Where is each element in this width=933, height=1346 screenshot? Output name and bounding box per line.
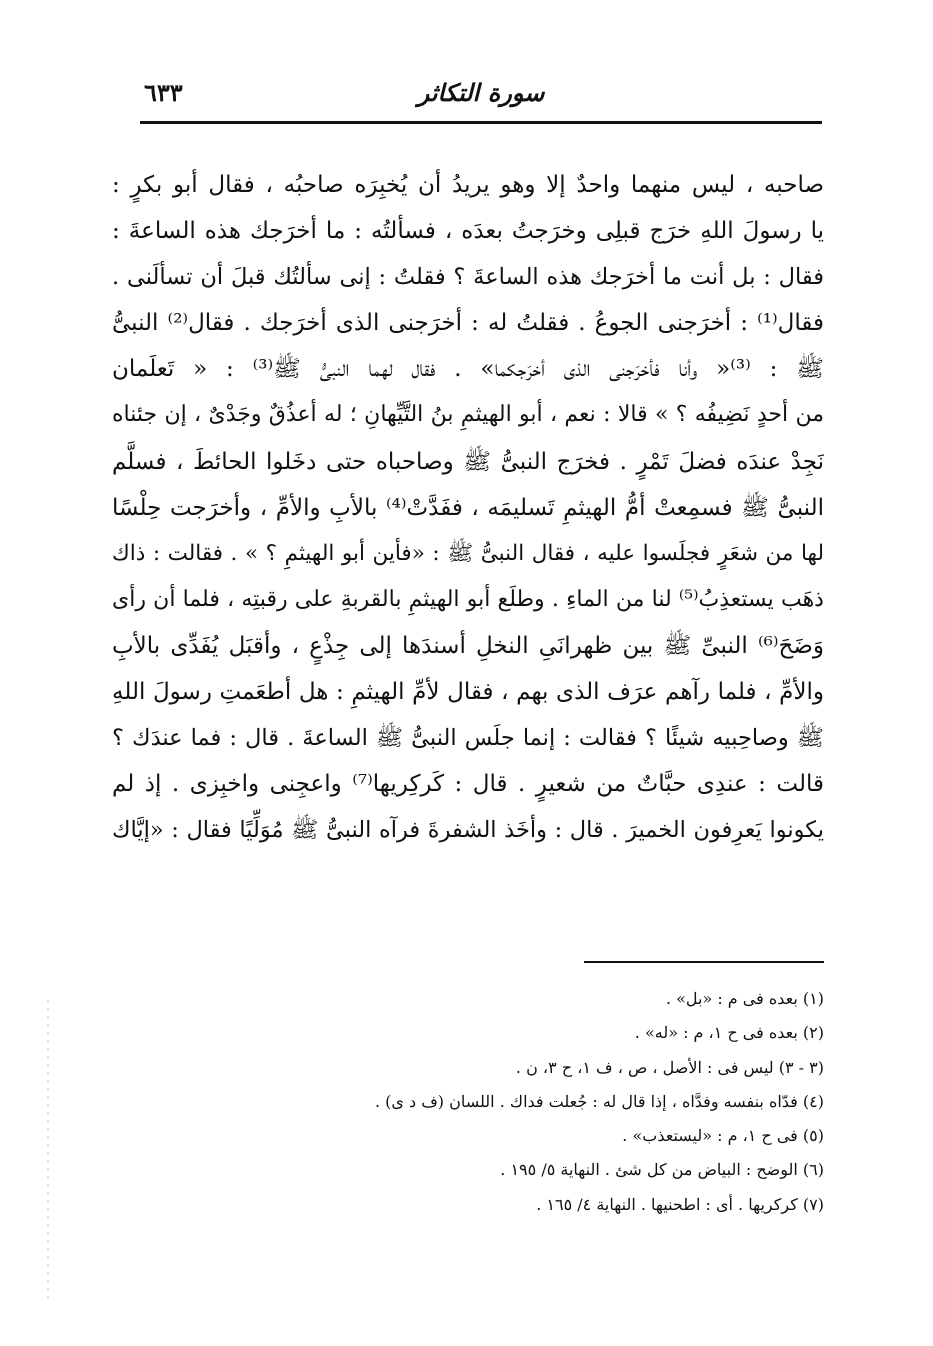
main-text [112,162,824,853]
footnotes [200,982,824,1222]
scan-margin-artifact [47,1000,49,1300]
page-number: ٦٣٣ [144,78,183,107]
footnote: (٤) فدّاه بنفسه وفدَّاه ، إذا قال له : جُعلت فداك . اللسان (ف د ى) . [374,1091,824,1111]
text-line: يكونوا يَعرِفون الخميرَ . قال : وأخَذ الشفرةَ فرآه النبىُّ ﷺ مُوَلِّيًا فقال : «إيَّاك [112,817,824,844]
footnote-separator [584,961,824,963]
footnote: (٧) كركريها . أى : اطحنيها . النهاية ٤/ ١٦٥ . [536,1194,824,1214]
text-line: يا رسولَ اللهِ خرَج قبلِى وخرَجتُ بعدَه ، فسألتُه : ما أخرَجك هذه الساعةَ : [112,218,824,245]
running-title: سورة التكاثر [417,78,545,107]
footnote: (٢) بعده فى ح ١، م : «له» . [634,1023,824,1043]
text-line: فقال⁽¹⁾ : أخرَجنى الجوعُ . فقلتُ له : أخرَجنى الذى أخرَجك . فقال⁽²⁾ النبىُّ [112,310,824,337]
text-line: وَضَحَ⁽⁶⁾ النبىِّ ﷺ بين ظهرانَىِ النخلِ أسندَها إلى جِذْعٍ ، وأقبَل يُفَدِّى بالأبِ [112,632,824,659]
text-line: قالت : عندِى حبَّاتٌ من شعيرٍ . قال : كَركِريها⁽⁷⁾ واعجِنى واخبِزى . إذ لم [112,771,824,798]
footnote: (٦) الوضح : البياض من كل شئ . النهاية ٥/ ١٩٥ . [500,1160,824,1180]
footnote: (٣ - ٣) ليس فى : الأصل ، ص ، ف ١، ح ٣، ن . [515,1057,824,1077]
page-header [140,72,822,116]
text-line: ﷺ وصاحِبيه شيئًا ؟ فقالت : إنما جلَس النبىُّ ﷺ الساعةَ . قال : فما عندَك ؟ [112,725,824,752]
text-line: صاحبه ، ليس منهما واحدٌ إلا وهو يريدُ أن يُخبِرَه صاحبُه ، فقال أبو بكرٍ : [112,172,824,198]
text-line: لها من شعَرٍ فجلَسوا عليه ، فقال النبىُّ ﷺ : «فأين أبو الهيثمِ ؟ » . فقالت : ذاك [112,540,824,566]
footnote: (٥) فى ح ١، م : «ليستعذب» . [622,1126,824,1146]
text-line: نَجِدْ عندَه فضلَ تَمْرٍ . فخرَج النبىُّ ﷺ وصاحباه حتى دخَلوا الحائطَ ، فسلَّم [112,448,824,475]
text-line: فقال : بل أنت ما أخرَجك هذه الساعةَ ؟ فقلتُ : إنى سألتُك قبلَ أن تسألَنى . [112,264,824,291]
footnote: (١) بعده فى م : «بل» . [665,989,824,1008]
text-line: ذهَب يستعذِبُ⁽⁵⁾ لنا من الماءِ . وطلَع أبو الهيثمِ بالقربةِ على رقبتِه ، فلما أن رأى [112,586,824,612]
text-line: من أحدٍ نَضِيفُه ؟ » قالا : نعم ، أبو الهيثمِ بنُ التَّيِّهانِ ؛ له أعذُقٌ وجَدْىٌ ، إن جئناه [112,402,824,428]
header-rule [140,121,822,124]
text-line: والأمِّ ، فلما رآهم عرَف الذى بهم ، فقال لأمِّ الهيثمِ : هل أطعَمتِ رسولَ اللهِ [112,679,824,706]
text-line: النبىُّ ﷺ فسمِعتْ أمُّ الهيثمِ تَسليمَه ، ففَدَّتْ⁽⁴⁾ بالأبِ والأمِّ ، وأخرَجت حِلْسًا [112,494,824,521]
text-line: ﷺ : ⁽³⁾« وأنا فأخرَجنى الذى أخرَجكما» . فقال لهما النبىُّ ﷺ⁽³⁾ : « تَعلَمان [112,356,824,383]
